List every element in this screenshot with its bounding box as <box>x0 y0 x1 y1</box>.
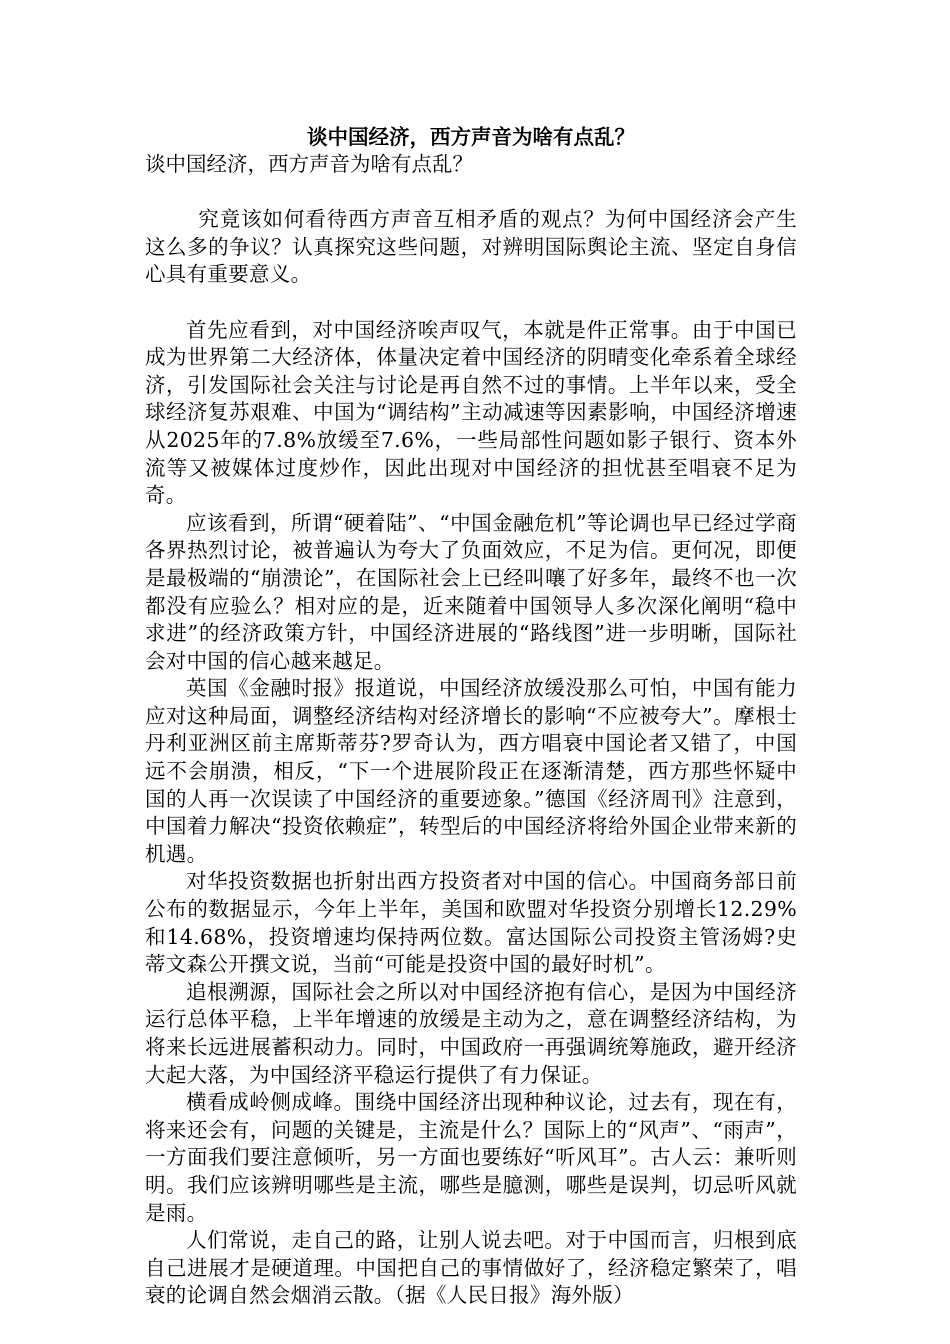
article-body <box>145 124 797 1310</box>
body-paragraph: 对华投资数据也折射出西方投资者对中国的信心。中国商务部日前公布的数据显示，今年上半年，美国和欧盟对华投资分别增长12.29%和14.68%，投资增速均保持两位数。富达国际公司投资主管汤姆?史蒂文森公开撰文说，当前“可能是投资中国的最好时机”。 <box>145 869 797 977</box>
intro-paragraph: 究竟该如何看待西方声音互相矛盾的观点？为何中国经济会产生这么多的争议？认真探究这些问题，对辨明国际舆论主流、坚定自身信心具有重要意义。 <box>145 207 797 287</box>
body-paragraph: 应该看到，所谓“硬着陆”、“中国金融危机”等论调也早已经过学商各界热烈讨论，被普遍认为夸大了负面效应，不足为信。更何况，即便是最极端的“崩溃论”，在国际社会上已经叫嚷了好多年，最终不也一次都没有应验么？相对应的是，近来随着中国领导人多次深化阐明“稳中求进”的经济政策方针，中国经济进展的“路线图”进一步明晰，国际社会对中国的信心越来越足。 <box>145 510 797 673</box>
body-paragraph: 人们常说，走自己的路，让别人说去吧。对于中国而言，归根到底自己进展才是硬道理。中国把自己的事情做好了，经济稳定繁荣了，唱衰的论调自然会烟消云散。（据《人民日报》海外版） <box>145 1228 797 1308</box>
blank-line <box>145 289 797 317</box>
body-paragraph: 追根溯源，国际社会之所以对中国经济抱有信心，是因为中国经济运行总体平稳，上半年增速的放缓是主动为之，意在调整经济结构，为将来长远进展蓄积动力。同时，中国政府一再强调统筹施政，避开经济大起大落，为中国经济平稳运行提供了有力保证。 <box>145 979 797 1087</box>
body-paragraph: 横看成岭侧成峰。围绕中国经济出现种种议论，过去有，现在有，将来还会有，问题的关键是，主流是什么？国际上的“风声”、“雨声”，一方面我们要注意倾听，另一方面也要练好“听风耳”。古人云：兼听则明。我们应该辨明哪些是主流，哪些是臆测，哪些是误判，切忌听风就是雨。 <box>145 1090 797 1225</box>
body-paragraph: 首先应看到，对中国经济唉声叹气，本就是件正常事。由于中国已成为世界第二大经济体，体量决定着中国经济的阴晴变化牵系着全球经济，引发国际社会关注与讨论是再自然不过的事情。上半年以来，受全球经济复苏艰难、中国为“调结构”主动减速等因素影响，中国经济增速从2025年的7.8%放缓至7.6%，一些局部性问题如影子银行、资本外流等又被媒体过度炒作，因此出现对中国经济的担忧甚至唱衰不足为奇。 <box>145 317 797 508</box>
body-paragraph: 英国《金融时报》报道说，中国经济放缓没那么可怕，中国有能力应对这种局面，调整经济结构对经济增长的影响“不应被夸大”。摩根士丹利亚洲区前主席斯蒂芬?罗奇认为，西方唱衰中国论者又错了，中国远不会崩溃，相反，“下一个进展阶段正在逐渐清楚，西方那些怀疑中国的人再一次误读了中国经济的重要迹象。”德国《经济周刊》注意到，中国着力解决“投资依赖症”，转型后的中国经济将给外国企业带来新的机遇。 <box>145 676 797 866</box>
page-title: 谈中国经济，西方声音为啥有点乱？ <box>307 125 635 149</box>
blank-line <box>145 179 797 207</box>
article-subtitle: 谈中国经济，西方声音为啥有点乱？ <box>145 152 473 176</box>
